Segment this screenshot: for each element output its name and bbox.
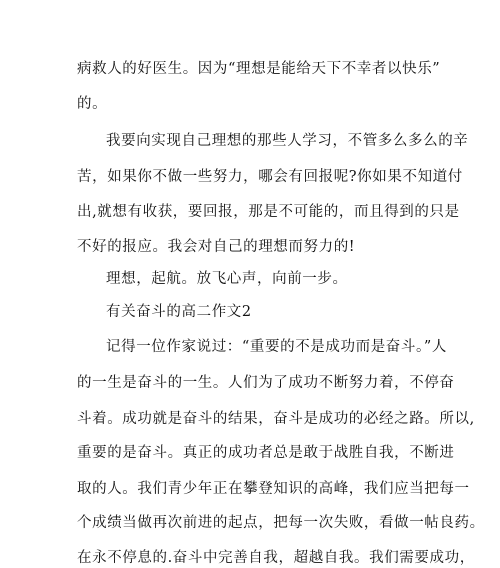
paragraph-line: 的一生是奋斗的一生。人们为了成功不断努力着，不停奋 (77, 375, 455, 391)
section-heading: 有关奋斗的高二作文2 (106, 304, 252, 320)
paragraph-line: 记得一位作家说过：“重要的不是成功而是奋斗。”人 (106, 339, 447, 355)
paragraph-line: 我要向实现自己理想的那些人学习，不管多么多么的辛 (106, 133, 469, 149)
paragraph-line: 理想，起航。放飞心声，向前一步。 (106, 271, 348, 287)
paragraph-line: 的。 (77, 96, 108, 112)
paragraph-line: 取的人。我们青少年正在攀登知识的高峰，我们应当把每一 (77, 481, 470, 497)
paragraph-line: 病救人的好医生。因为“理想是能给天下不幸者以快乐” (77, 61, 441, 77)
paragraph-line: 个成绩当做再次前进的起点，把每一次失败，看做一帖良药。 (77, 515, 485, 531)
paragraph-line: 重要的是奋斗。真正的成功者总是敢于战胜自我，不断进 (77, 445, 455, 461)
paragraph-line: 苦，如果你不做一些努力，哪会有回报呢?你如果不知道付 (77, 169, 463, 185)
paragraph-line: 不好的报应。我会对自己的理想而努力的! (77, 239, 356, 255)
paragraph-line: 斗着。成功就是奋斗的结果，奋斗是成功的必经之路。所以, (77, 411, 475, 427)
paragraph-line: 在永不停息的.奋斗中完善自我，超越自我。我们需要成功， (77, 550, 475, 566)
paragraph-line: 出,就想有收获，要回报，那是不可能的，而且得到的只是 (77, 204, 460, 220)
